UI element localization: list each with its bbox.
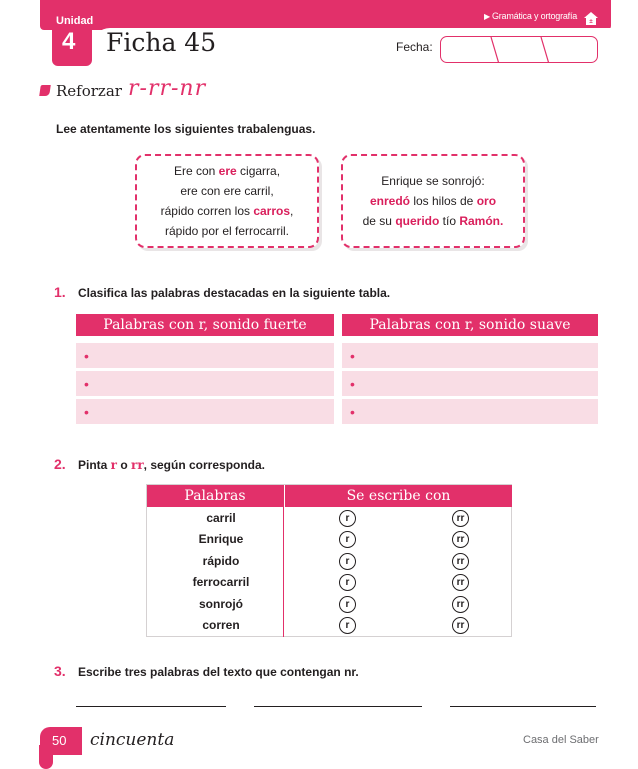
page-number: 50 xyxy=(52,733,67,748)
choice-r[interactable]: r xyxy=(339,596,356,613)
choice-rr[interactable]: rr xyxy=(452,510,469,527)
twister2-highlight: oro xyxy=(476,194,497,208)
choice-rr[interactable]: rr xyxy=(452,617,469,634)
choice-r[interactable]: r xyxy=(339,510,356,527)
choice-rr[interactable]: rr xyxy=(452,596,469,613)
twister2-line-3 xyxy=(343,211,523,231)
soft-answer-cell-2[interactable] xyxy=(342,371,598,396)
section-marker xyxy=(39,85,51,96)
triangle-right-icon: ▶ xyxy=(484,12,490,21)
bullet: • xyxy=(84,348,89,364)
tongue-twister-card-2 xyxy=(341,154,525,248)
twister1-text: Ere con xyxy=(173,164,219,178)
word-cell: sonrojó xyxy=(199,597,243,611)
q2-text: Pinta xyxy=(78,458,111,472)
instruction: Lee atentamente los siguientes trabalenguas. xyxy=(56,122,316,136)
choice-r[interactable]: r xyxy=(339,574,356,591)
column-header-words: Palabras xyxy=(147,485,283,507)
twister2-highlight: enredó xyxy=(369,194,410,208)
word-cell: corren xyxy=(202,618,240,632)
choice-r[interactable]: r xyxy=(339,617,356,634)
word-cell: Enrique xyxy=(198,532,244,546)
choice-rr[interactable]: rr xyxy=(452,553,469,570)
soft-answer-cell-1[interactable] xyxy=(342,343,598,368)
date-separators xyxy=(441,37,598,63)
question-3-number: 3. xyxy=(54,663,66,679)
date-label: Fecha: xyxy=(396,40,433,54)
twister1-line-2: ere con ere carril, xyxy=(180,184,274,198)
strong-answer-cell-3[interactable] xyxy=(76,399,334,424)
bullet: • xyxy=(350,348,355,364)
twister1-line-1 xyxy=(137,161,317,181)
q2-option-r: r xyxy=(110,458,117,472)
twister2-highlight: Ramón. xyxy=(459,214,504,228)
strong-answer-cell-1[interactable] xyxy=(76,343,334,368)
words-table xyxy=(146,484,512,637)
bullet: • xyxy=(84,376,89,392)
twister1-line-3 xyxy=(137,201,317,221)
date-field[interactable] xyxy=(440,36,598,63)
answer-line-2[interactable] xyxy=(254,706,422,707)
sheet-title: Ficha 45 xyxy=(106,28,217,57)
bullet: • xyxy=(350,404,355,420)
reinforce-label: Reforzar xyxy=(56,82,122,100)
choice-r[interactable]: r xyxy=(339,531,356,548)
reinforce-letters: r-rr-nr xyxy=(128,76,207,101)
twister1-text: rápido corren los xyxy=(160,204,254,218)
section-label: Gramática y ortografía xyxy=(491,11,578,21)
column-header-writes: Se escribe con xyxy=(285,485,512,507)
tongue-twister-card-1 xyxy=(135,154,319,248)
choice-rr[interactable]: rr xyxy=(452,574,469,591)
svg-text:±: ± xyxy=(589,19,593,25)
choice-r[interactable]: r xyxy=(339,553,356,570)
twister2-line-2 xyxy=(343,191,523,211)
twister1-line-4: rápido por el ferrocarril. xyxy=(164,224,290,238)
publisher: Casa del Saber xyxy=(523,734,599,746)
word-cell: ferrocarril xyxy=(192,575,250,589)
word-cell: carril xyxy=(206,511,236,525)
twister2-text: tío xyxy=(439,214,460,228)
twister2-highlight: querido xyxy=(395,214,440,228)
soft-answer-cell-3[interactable] xyxy=(342,399,598,424)
q2-text: o xyxy=(117,458,131,472)
q2-text: , según corresponda. xyxy=(143,458,266,472)
twister1-highlight: ere xyxy=(218,164,237,178)
question-1-text: Clasifica las palabras destacadas en la siguiente tabla. xyxy=(78,286,391,300)
twister1-text: cigarra, xyxy=(236,164,281,178)
column-header-strong: Palabras con r, sonido fuerte xyxy=(76,314,334,336)
question-2-text xyxy=(78,458,265,472)
tab-notch xyxy=(39,745,53,769)
twister2-line-1: Enrique se sonrojó: xyxy=(381,174,485,188)
column-header-soft: Palabras con r, sonido suave xyxy=(342,314,598,336)
bullet: • xyxy=(350,376,355,392)
unit-label: Unidad xyxy=(56,15,94,27)
twister1-highlight: carros xyxy=(253,204,291,218)
unit-number: 4 xyxy=(62,28,76,55)
answer-line-3[interactable] xyxy=(450,706,596,707)
section-tag xyxy=(484,11,577,21)
house-icon xyxy=(583,11,599,26)
page-number-word: cincuenta xyxy=(90,730,175,750)
twister2-text: de su xyxy=(362,214,396,228)
question-1-number: 1. xyxy=(54,284,66,300)
answer-line-1[interactable] xyxy=(76,706,226,707)
bullet: • xyxy=(84,404,89,420)
twister1-text: , xyxy=(290,204,294,218)
choice-rr[interactable]: rr xyxy=(452,531,469,548)
question-3-text: Escribe tres palabras del texto que contengan nr. xyxy=(78,665,359,679)
twister2-text: los hilos de xyxy=(409,194,477,208)
word-cell: rápido xyxy=(202,554,240,568)
q2-option-rr: rr xyxy=(131,458,144,472)
strong-answer-cell-2[interactable] xyxy=(76,371,334,396)
question-2-number: 2. xyxy=(54,456,66,472)
